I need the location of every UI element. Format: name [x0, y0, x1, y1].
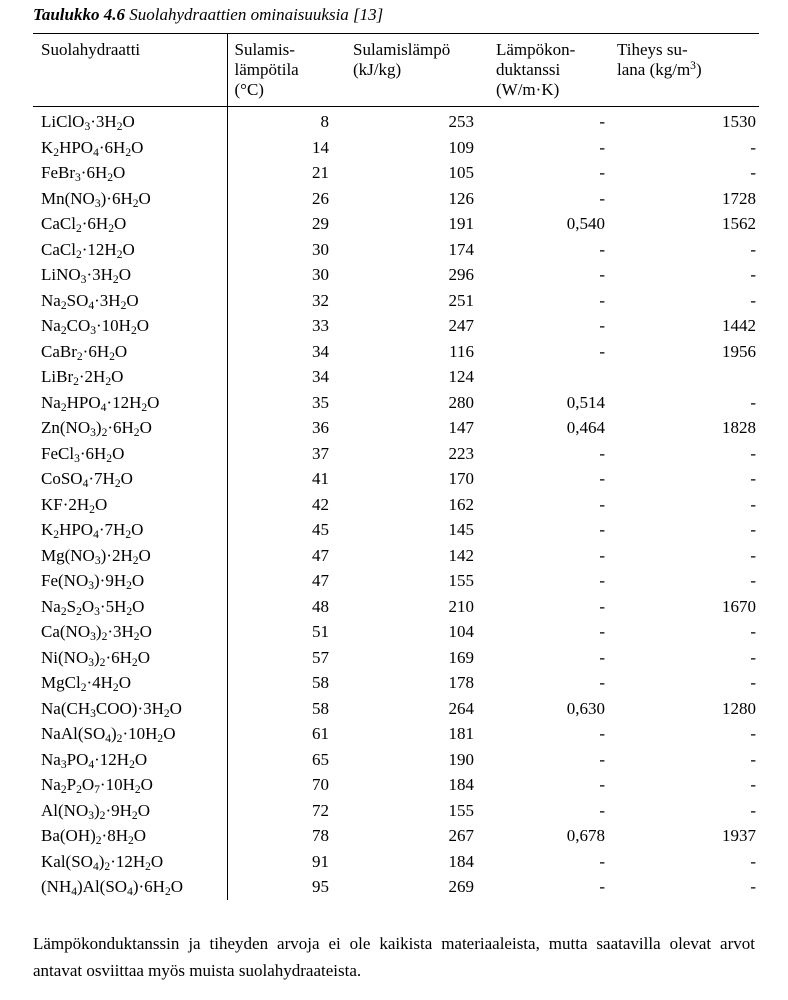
cell-conductivity: - — [599, 239, 605, 259]
cell-melt-heat: 264 — [448, 698, 474, 718]
table-body — [33, 107, 759, 900]
header-melt-temp: Sulamis- lämpötila (°C) — [227, 34, 331, 107]
cell-salt-hydrate: $Na(CH_3COO)\cdot 3H_2O$ — [41, 698, 182, 720]
header-melt-heat: Sulamislämpö (kJ/kg) — [331, 34, 476, 107]
cell-melt-temp: 57 — [227, 645, 331, 671]
cell-salt-hydrate: $CoSO_4\cdot 7H_2O$ — [41, 469, 133, 491]
cell-conductivity: - — [599, 290, 605, 310]
cell-salt-hydrate: $Na_2CO_3\cdot 10H_2O$ — [41, 316, 150, 338]
cell-salt-hydrate: $FeBr_3\cdot 6H_2O$ — [41, 163, 126, 185]
cell-conductivity: - — [599, 469, 605, 488]
cell-density: - — [750, 265, 756, 284]
cell-melt-heat: 124 — [448, 367, 474, 386]
cell-density: 1828 — [722, 418, 756, 437]
cell-density: - — [750, 673, 756, 692]
cell-density — [607, 364, 759, 390]
cell-melt-temp: 26 — [227, 186, 331, 212]
cell-conductivity: - — [599, 163, 605, 182]
cell-melt-temp: 91 — [227, 849, 331, 875]
cell-salt-hydrate: $CaCl_2\cdot 6H_2O$ — [41, 214, 127, 236]
cell-melt-heat: 155 — [448, 800, 474, 820]
cell-salt-hydrate: $Ba(OH)_2\cdot 8H_2O$ — [41, 826, 147, 848]
cell-conductivity: 0,514 — [566, 392, 605, 412]
cell-melt-temp: 42 — [227, 492, 331, 518]
cell-density: 1562 — [722, 214, 756, 233]
cell-melt-temp: 36 — [227, 415, 331, 441]
cell-salt-hydrate: $K_2HPO_4\cdot 6H_2O$ — [41, 137, 144, 159]
header-name: Suolahydraatti — [33, 34, 227, 107]
cell-conductivity: - — [599, 877, 605, 896]
cell-salt-hydrate: $Na_2S_2O_3\cdot 5H_2O$ — [41, 596, 145, 618]
cell-melt-temp: 95 — [227, 874, 331, 900]
cell-density: - — [750, 571, 756, 590]
cell-density: - — [750, 520, 756, 539]
table-row — [33, 313, 759, 339]
cell-conductivity: - — [599, 596, 605, 616]
cell-melt-heat: 296 — [448, 265, 474, 284]
footnote: Lämpökonduktanssin ja tiheyden arvoja ei ole kaikista materiaaleista, mutta saatavilla olevat arvot antavat osviittaa myös muista suolahydraateista. — [33, 934, 755, 980]
cell-melt-heat: 223 — [448, 443, 474, 463]
cell-melt-heat: 184 — [448, 851, 474, 871]
cell-melt-heat: 142 — [448, 545, 474, 565]
cell-melt-temp: 41 — [227, 466, 331, 492]
table-row — [33, 747, 759, 773]
caption-title: Suolahydraattien ominaisuuksia [13] — [129, 5, 384, 24]
cell-conductivity: - — [599, 188, 605, 208]
cell-melt-heat: 109 — [448, 137, 474, 157]
cell-melt-heat: 174 — [448, 239, 474, 259]
cell-density: 1280 — [722, 698, 756, 718]
cell-salt-hydrate: $Na_2P_2O_7\cdot 10H_2O$ — [41, 775, 153, 797]
cell-density: - — [750, 392, 756, 412]
cell-density: - — [750, 877, 756, 896]
cell-melt-heat: 210 — [448, 596, 474, 616]
cell-salt-hydrate: $LiClO_3\cdot 3H_2O$ — [41, 112, 135, 134]
cell-salt-hydrate: $Kal(SO_4)_2\cdot 12H_2O$ — [41, 851, 164, 873]
cell-melt-temp: 21 — [227, 160, 331, 186]
cell-melt-temp: 32 — [227, 288, 331, 314]
cell-density: 1530 — [722, 112, 756, 131]
cell-melt-temp: 61 — [227, 721, 331, 747]
cell-melt-heat: 247 — [448, 316, 474, 335]
cell-melt-heat: 190 — [448, 749, 474, 769]
caption-label: Taulukko 4.6 — [33, 5, 125, 24]
cell-melt-temp: 58 — [227, 670, 331, 696]
cell-density: 1728 — [722, 188, 756, 208]
cell-salt-hydrate: $MgCl_2\cdot 4H_2O$ — [41, 673, 131, 695]
cell-melt-temp: 8 — [227, 107, 331, 135]
cell-melt-temp: 34 — [227, 364, 331, 390]
cell-density: 1442 — [722, 316, 756, 335]
table-row — [33, 517, 759, 543]
cell-conductivity: 0,540 — [566, 214, 605, 233]
header-conductivity: Lämpökon- duktanssi (W/m·K) — [476, 34, 607, 107]
cell-conductivity: - — [599, 316, 605, 335]
cell-melt-heat: 269 — [448, 877, 474, 896]
cell-salt-hydrate: $Na_2SO_4\cdot 3H_2O$ — [41, 290, 139, 312]
table-row — [33, 441, 759, 467]
table-row — [33, 237, 759, 263]
table-row — [33, 721, 759, 747]
cell-conductivity: - — [599, 112, 605, 131]
cell-melt-temp: 70 — [227, 772, 331, 798]
cell-salt-hydrate: $NaAl(SO_4)_2\cdot 10H_2O$ — [41, 724, 176, 746]
cell-density: - — [750, 724, 756, 743]
cell-melt-temp: 45 — [227, 517, 331, 543]
cell-melt-heat: 184 — [448, 775, 474, 794]
cell-melt-temp: 29 — [227, 211, 331, 237]
cell-salt-hydrate: $Mg(NO_3)\cdot 2H_2O$ — [41, 545, 151, 567]
cell-melt-heat: 170 — [448, 469, 474, 488]
cell-melt-heat: 105 — [448, 163, 474, 182]
cell-density: 1937 — [722, 826, 756, 845]
cell-density: - — [750, 647, 756, 667]
cell-melt-heat: 267 — [448, 826, 474, 845]
cell-melt-temp: 65 — [227, 747, 331, 773]
cell-melt-heat: 181 — [448, 724, 474, 743]
table-row — [33, 160, 759, 186]
cell-melt-temp: 48 — [227, 594, 331, 620]
cell-melt-heat: 126 — [448, 188, 474, 208]
table-row — [33, 619, 759, 645]
cell-density: - — [750, 749, 756, 769]
cell-conductivity: - — [599, 800, 605, 820]
cell-conductivity: - — [599, 443, 605, 463]
cell-salt-hydrate: $CaCl_2\cdot 12H_2O$ — [41, 239, 135, 261]
table-row — [33, 645, 759, 671]
cell-density: - — [750, 851, 756, 871]
cell-density: - — [750, 545, 756, 565]
cell-salt-hydrate: $Al(NO_3)_2\cdot 9H_2O$ — [41, 800, 150, 822]
table-row — [33, 135, 759, 161]
table-row — [33, 415, 759, 441]
cell-conductivity: - — [599, 545, 605, 565]
cell-melt-temp: 35 — [227, 390, 331, 416]
table-row — [33, 568, 759, 594]
cell-conductivity: - — [599, 265, 605, 284]
cell-density: 1956 — [722, 341, 756, 361]
cell-conductivity: - — [599, 775, 605, 794]
cell-melt-heat: 178 — [448, 673, 474, 692]
cell-melt-heat: 169 — [448, 647, 474, 667]
cell-conductivity: - — [599, 647, 605, 667]
cell-conductivity: - — [599, 749, 605, 769]
cell-salt-hydrate: $LiBr_2\cdot 2H_2O$ — [41, 367, 124, 389]
cell-salt-hydrate: $Ni(NO_3)_2\cdot 6H_2O$ — [41, 647, 150, 669]
table-row — [33, 466, 759, 492]
cell-conductivity — [476, 364, 607, 390]
cell-conductivity: - — [599, 494, 605, 514]
cell-melt-heat: 147 — [448, 418, 474, 437]
cell-conductivity: 0,464 — [566, 418, 605, 437]
table-row — [33, 823, 759, 849]
cell-melt-heat: 116 — [449, 341, 474, 361]
cell-salt-hydrate: $K_2HPO_4\cdot 7H_2O$ — [41, 520, 144, 542]
cell-melt-heat: 280 — [448, 392, 474, 412]
cell-salt-hydrate: $Ca(NO_3)_2\cdot 3H_2O$ — [41, 622, 152, 644]
header-density: Tiheys su- lana $(kg/m^3)$ — [607, 34, 759, 107]
table-row — [33, 262, 759, 288]
header-row — [33, 34, 759, 107]
salt-hydrate-table — [33, 33, 759, 900]
cell-melt-temp: 47 — [227, 543, 331, 569]
table-row — [33, 186, 759, 212]
cell-melt-temp: 47 — [227, 568, 331, 594]
cell-salt-hydrate: $LiNO_3\cdot 3H_2O$ — [41, 265, 131, 287]
cell-density: - — [750, 494, 756, 514]
cell-conductivity: - — [599, 571, 605, 590]
cell-melt-heat: 155 — [448, 571, 474, 590]
table-row — [33, 107, 759, 135]
table-row — [33, 594, 759, 620]
cell-density: - — [750, 443, 756, 463]
table-row — [33, 670, 759, 696]
cell-melt-temp: 58 — [227, 696, 331, 722]
cell-conductivity: - — [599, 724, 605, 743]
table-row — [33, 874, 759, 900]
cell-melt-heat: 104 — [448, 622, 474, 641]
cell-density: - — [750, 163, 756, 182]
cell-conductivity: - — [599, 673, 605, 692]
cell-melt-heat: 145 — [448, 520, 474, 539]
cell-melt-temp: 78 — [227, 823, 331, 849]
cell-melt-heat: 191 — [448, 214, 474, 233]
cell-salt-hydrate: $Mn(NO_3)\cdot 6H_2O$ — [41, 188, 151, 210]
cell-conductivity: - — [599, 520, 605, 539]
table-row — [33, 798, 759, 824]
cell-melt-temp: 30 — [227, 237, 331, 263]
cell-melt-temp: 33 — [227, 313, 331, 339]
cell-density: - — [750, 622, 756, 641]
table-row — [33, 288, 759, 314]
cell-melt-temp: 51 — [227, 619, 331, 645]
cell-melt-heat: 253 — [448, 112, 474, 131]
cell-salt-hydrate: $(NH_4)Al(SO_4)\cdot 6H_2O$ — [41, 877, 184, 899]
cell-melt-temp: 30 — [227, 262, 331, 288]
cell-salt-hydrate: $Fe(NO_3)\cdot 9H_2O$ — [41, 571, 145, 593]
cell-salt-hydrate: $KF\cdot 2H_2O$ — [41, 494, 108, 516]
table-row — [33, 364, 759, 390]
table-row — [33, 339, 759, 365]
cell-salt-hydrate: $CaBr_2\cdot 6H_2O$ — [41, 341, 128, 363]
table-row — [33, 772, 759, 798]
cell-conductivity: - — [599, 851, 605, 871]
cell-salt-hydrate: $Na_3PO_4\cdot 12H_2O$ — [41, 749, 148, 771]
cell-conductivity: - — [599, 622, 605, 641]
cell-density: - — [750, 290, 756, 310]
table-row — [33, 849, 759, 875]
table-row — [33, 696, 759, 722]
cell-conductivity: - — [599, 137, 605, 157]
cell-density: 1670 — [722, 596, 756, 616]
cell-melt-heat: 251 — [448, 290, 474, 310]
cell-density: - — [750, 239, 756, 259]
cell-density: - — [750, 137, 756, 157]
cell-density: - — [750, 800, 756, 820]
cell-melt-temp: 14 — [227, 135, 331, 161]
cell-salt-hydrate: $Na_2HPO_4\cdot 12H_2O$ — [41, 392, 160, 414]
cell-conductivity: - — [599, 341, 605, 361]
cell-salt-hydrate: $Zn(NO_3)_2\cdot 6H_2O$ — [41, 418, 152, 440]
cell-melt-heat: 162 — [448, 494, 474, 514]
cell-melt-temp: 34 — [227, 339, 331, 365]
cell-melt-temp: 37 — [227, 441, 331, 467]
cell-conductivity: 0,630 — [566, 698, 605, 718]
table-row — [33, 543, 759, 569]
table-row — [33, 390, 759, 416]
table-caption — [33, 5, 383, 25]
cell-density: - — [750, 775, 756, 794]
table-row — [33, 492, 759, 518]
cell-conductivity: 0,678 — [566, 826, 605, 845]
cell-salt-hydrate: $FeCl_3\cdot 6H_2O$ — [41, 443, 125, 465]
cell-melt-temp: 72 — [227, 798, 331, 824]
table-row — [33, 211, 759, 237]
cell-density: - — [750, 469, 756, 488]
